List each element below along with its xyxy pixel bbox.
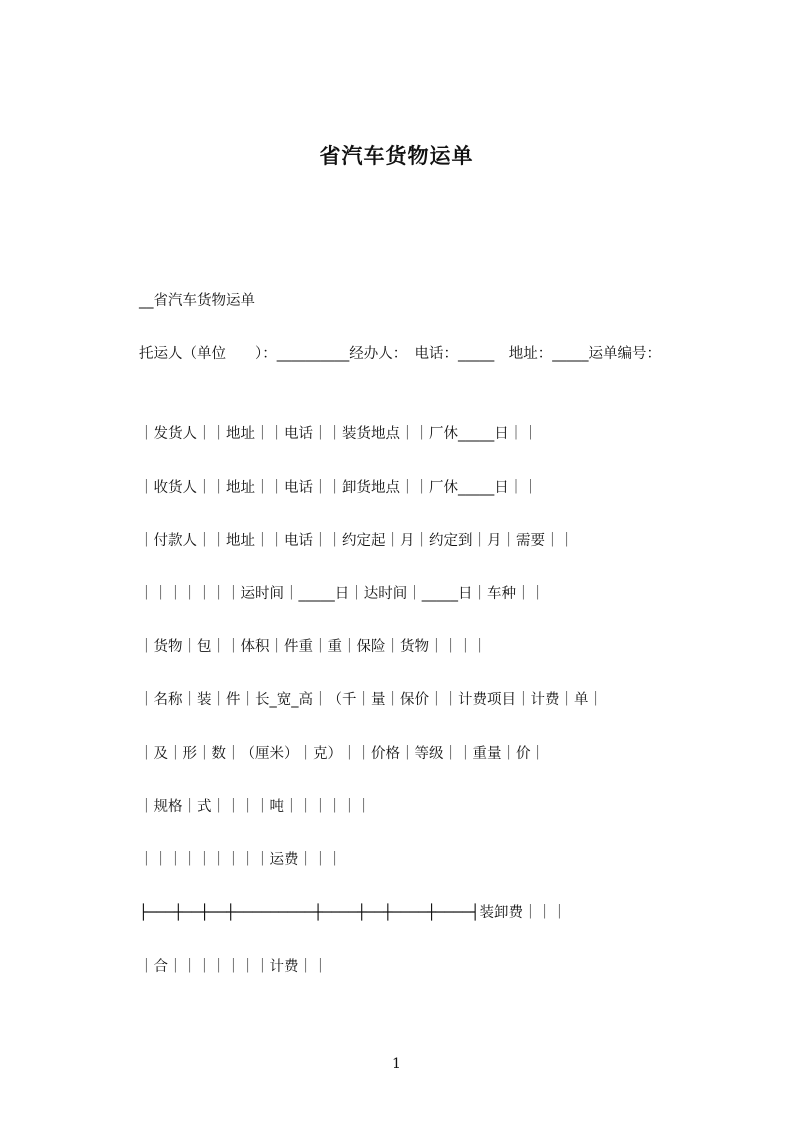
- form-row-divider-loading-fee: ├───┼──┼──┼─────────┼────┼──┼────┼────┤装卸费｜｜｜: [139, 905, 567, 921]
- shipper-line: 托运人（单位 ）：__________经办人： 电话：_____ 地址：_____运单编号：: [139, 346, 661, 362]
- form-row-goods-header-4: ｜规格｜式｜｜｜｜吨｜｜｜｜｜｜: [139, 799, 371, 815]
- page-title: 省汽车货物运单: [319, 144, 474, 168]
- form-row-total: ｜合｜｜｜｜｜｜｜计费｜｜: [139, 959, 328, 975]
- form-row-goods-header-3: ｜及｜形｜数｜（厘米）｜克）｜｜价格｜等级｜｜重量｜价｜: [139, 746, 545, 762]
- page-number: 1: [392, 1056, 401, 1072]
- form-row-consignor: ｜发货人｜｜地址｜｜电话｜｜装货地点｜｜厂休_____日｜｜: [139, 426, 538, 442]
- form-row-goods-header-1: ｜货物｜包｜｜体积｜件重｜重｜保险｜货物｜｜｜｜: [139, 639, 487, 655]
- form-row-transport-time: ｜｜｜｜｜｜｜运时间｜_____日｜达时间｜_____日｜车种｜｜: [139, 586, 545, 602]
- document-subtitle: __省汽车货物运单: [139, 293, 255, 309]
- form-row-freight: ｜｜｜｜｜｜｜｜｜运费｜｜｜: [139, 852, 342, 868]
- form-row-consignee: ｜收货人｜｜地址｜｜电话｜｜卸货地点｜｜厂休_____日｜｜: [139, 480, 538, 496]
- form-row-payer: ｜付款人｜｜地址｜｜电话｜｜约定起｜月｜约定到｜月｜需要｜｜: [139, 533, 574, 549]
- form-row-goods-header-2: ｜名称｜装｜件｜长_宽_高｜（千｜量｜保价｜｜计费项目｜计费｜单｜: [139, 692, 603, 708]
